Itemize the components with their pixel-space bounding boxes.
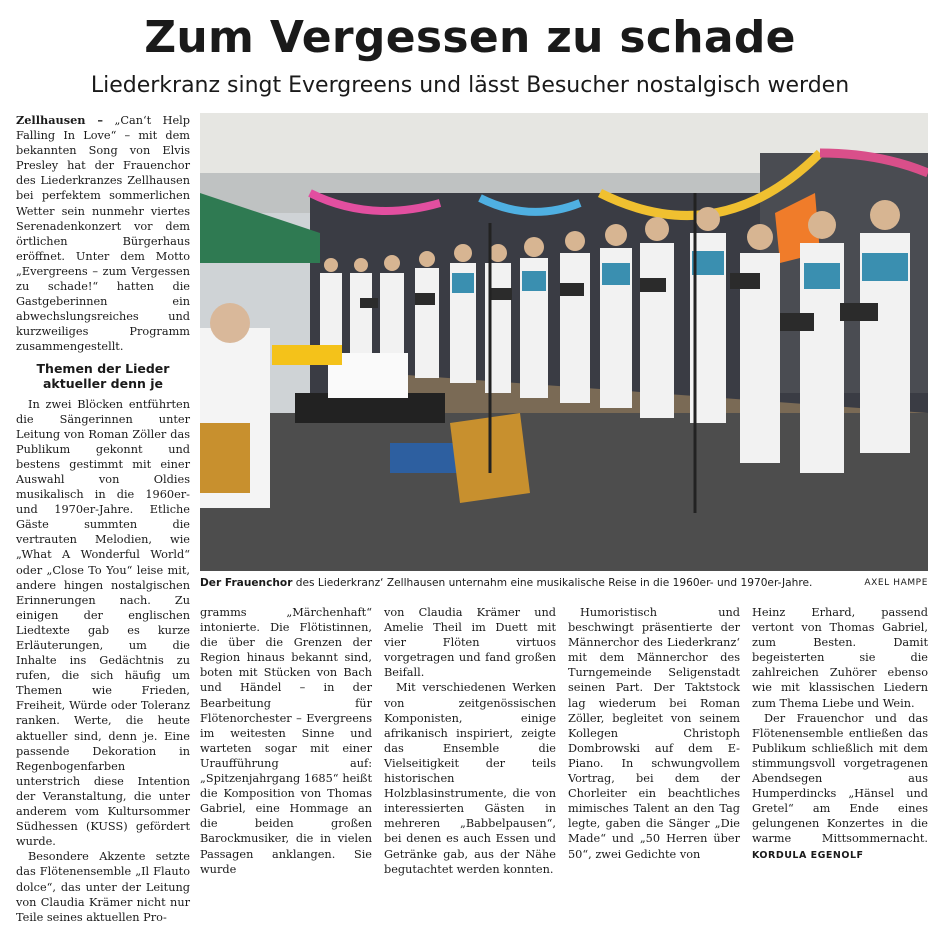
- article-column-3: [384, 605, 556, 877]
- intro-text: „Can‘t Help Falling In Love“ – mit dem bekannten Song von Elvis Presley hat der Frauenchor des Liederkranzes Zellhausen bei perfektem sommerlichen Wetter sein nunmehr viertes Serenadenkonzert vor dem örtlichen Bürgerhaus eröffnet. Unter dem Motto „Evergreens – zum Vergessen zu schade!“ hatten die Gastgeberinnen ein abwechslungsreiches und kurzweiliges Programm zusammengestellt.: [16, 114, 191, 354]
- paragraph-3-start: Besondere Akzente setzte das Flötenensemble „Il Flauto dolce“, das unter der Leitung von Claudia Krämer nicht nur Teile seines aktuellen Pro-: [16, 850, 190, 924]
- subheadline: Liederkranz singt Evergreens und lässt Besucher nostalgisch werden: [90, 73, 850, 98]
- inline-heading: Themen der Lieder aktueller denn je: [36, 360, 170, 391]
- paragraph-4: Mit verschiedenen Werken von zeitgenössischen Komponisten, einige afrikanisch inspiriert, zeigte das Ensemble die Vielseitigkeit der teils historischen Holzblasinstrumente, die von interessierten Gästen in mehreren „Babbelpausen“, bei denen es auch Essen und Getränke gab, aus der Nähe begutachtet werden konnten.: [384, 681, 556, 876]
- choir-photo-illustration: [200, 113, 928, 571]
- paragraph-5-start: Humoristisch und beschwingt präsentierte der Männerchor des Liederkranz‘ mit dem Männerchor des Turngemeinde Seligenstadt seinen Part. Der Taktstock lag wiederum bei Roman Zöller, begleitet von seinem Kollegen Christoph Dombrowski auf dem E-Piano. In schwungvollem Vortrag, bei dem der Chorleiter ein beachtliches mimisches Talent an den Tag legte, gaben die Sänger „Die Made“ und „50 Herren über 50“, zwei Gedichte von: [568, 606, 740, 861]
- article-column-1: [16, 113, 190, 925]
- paragraph-3-continued: gramms „Märchenhaft“ intonierte. Die Flötistinnen, die über die Grenzen der Region hinaus bekannt sind, boten mit Stücken von Bach und Händel – in der Bearbeitung für Flötenorchester – Evergreens im weitesten Sinne und warteten sogar mit einer Uraufführung auf: „Spitzenjahrgang 1685“ heißt die Komposition von Thomas Gabriel, eine Hommage an die beiden großen Barockmusiker, die in vielen Passagen anklangen. Sie wurde: [200, 606, 372, 876]
- dateline: Zellhausen –: [16, 113, 104, 127]
- photo-caption: [200, 576, 928, 590]
- author-byline: KORDULA EGENOLF: [752, 849, 864, 861]
- article-column-2: [200, 605, 372, 877]
- article-column-4: [568, 605, 740, 862]
- paragraph-6: [752, 711, 928, 863]
- paragraph-3-end: von Claudia Krämer und Amelie Theil im Duett mit vier Flöten virtuos vorgetragen und fand großen Beifall.: [384, 606, 556, 680]
- paragraph-intro: [16, 113, 190, 355]
- article-column-5: [752, 605, 928, 863]
- caption-text: des Liederkranz‘ Zellhausen unternahm eine musikalische Reise in die 1960er- und 1970er-Jahre.: [292, 577, 813, 589]
- choir-photo: [200, 113, 928, 571]
- headline: Zum Vergessen zu schade: [144, 12, 796, 63]
- caption-lead: Der Frauenchor: [200, 577, 293, 589]
- photo-credit: AXEL HAMPE: [864, 578, 928, 588]
- paragraph-5-end: Heinz Erhard, passend vertont von Thomas Gabriel, zum Besten. Damit begeisterten sie die zahlreichen Zuhörer ebenso wie mit klassischen Liedern zum Thema Liebe und Wein.: [752, 606, 928, 710]
- closing-text: Der Frauenchor und das Flötenensemble entließen das Publikum schließlich mit dem stimmungsvoll vorgetragenen Abendsegen aus Humperdincks „Hänsel und Gretel“ am Ende eines gelungenen Konzertes in die warme Mittsommernacht.: [752, 711, 928, 846]
- paragraph-2: In zwei Blöcken entführten die Sängerinnen unter Leitung von Roman Zöller das Publikum gekonnt und bestens gestimmt mit einer Auswahl von Oldies musikalisch in die 1960er- und 1970er-Jahre. Etliche Gäste summten die vertrauten Melodien, wie „What A Wonderful World“ oder „Close To You“ leise mit, andere hingen nostalgischen Erinnerungen nach. Zu einigen der englischen Liedtexte gab es kurze Erläuterungen, um die Inhalte ins Gedächtnis zu rufen, die sich häufig um Themen wie Frieden, Freiheit, Würde oder Toleranz ranken. Werte, die heute aktueller sind, denn je. Eine passende Dekoration in Regenbogenfarben unterstrich diese Intention der Veranstaltung, die unter anderem vom Kultursommer Südhessen (KUSS) gefördert wurde.: [16, 397, 190, 849]
